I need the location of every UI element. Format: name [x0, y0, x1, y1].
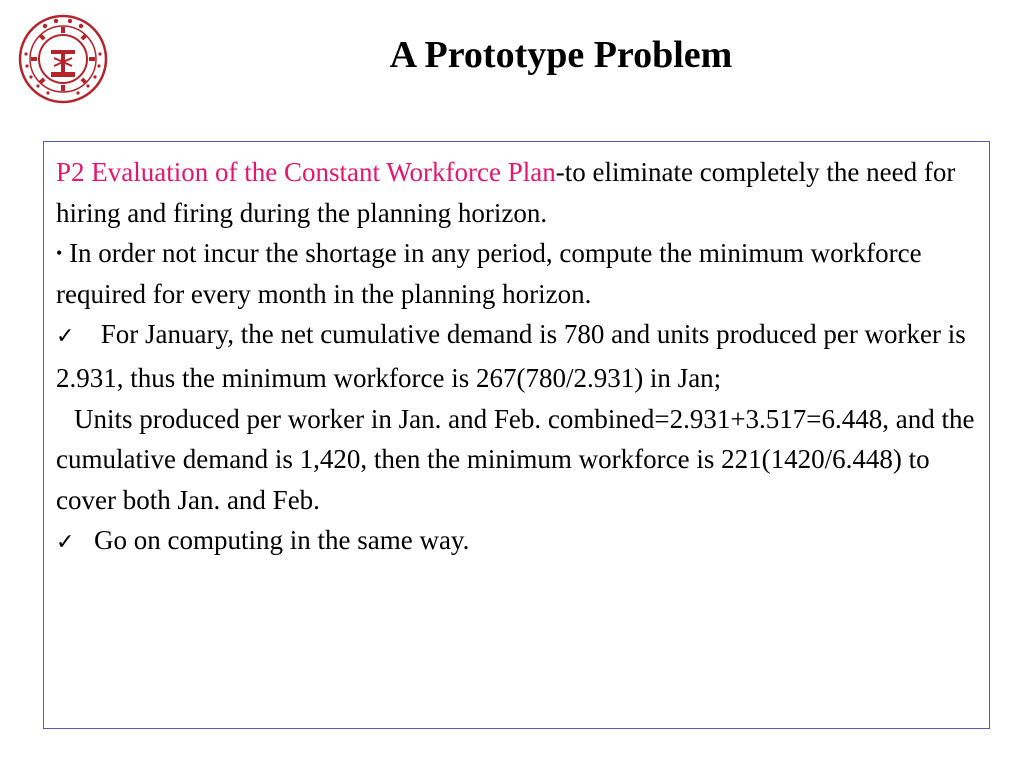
sub-text: Units produced per worker in Jan. and Feb. combined=2.931+3.517=6.448, and the cumulative demand is 1,420, then the minimum workforce is 221(1420/6.448) to cover both Jan. and Feb. — [56, 403, 975, 515]
p2-text: -to eliminate completely the need for hiring and firing during the planning horizon. — [56, 157, 956, 228]
p2-paragraph — [56, 152, 977, 233]
p2-label: P2 Evaluation of the Constant Workforce Plan — [56, 157, 556, 187]
content-box — [43, 141, 990, 729]
bullet-icon: • — [56, 243, 63, 264]
page-title: A Prototype Problem — [389, 34, 733, 76]
check2-text: Go on computing in the same way. — [94, 525, 470, 556]
check1-paragraph — [56, 314, 977, 398]
bullet-text: In order not incur the shortage in any period, compute the minimum workforce required for every month in the planning horizon. — [56, 238, 922, 309]
checkmark-icon: ✓ — [56, 530, 75, 556]
checkmark-icon: ✓ — [56, 324, 75, 350]
sub-paragraph — [56, 399, 977, 521]
check2-paragraph — [56, 520, 977, 564]
check1-text: For January, the net cumulative demand is 780 and units produced per worker is 2.931, thus the minimum workforce is 267(780/2.931) in Jan; — [56, 319, 966, 393]
bullet-paragraph — [56, 233, 977, 314]
